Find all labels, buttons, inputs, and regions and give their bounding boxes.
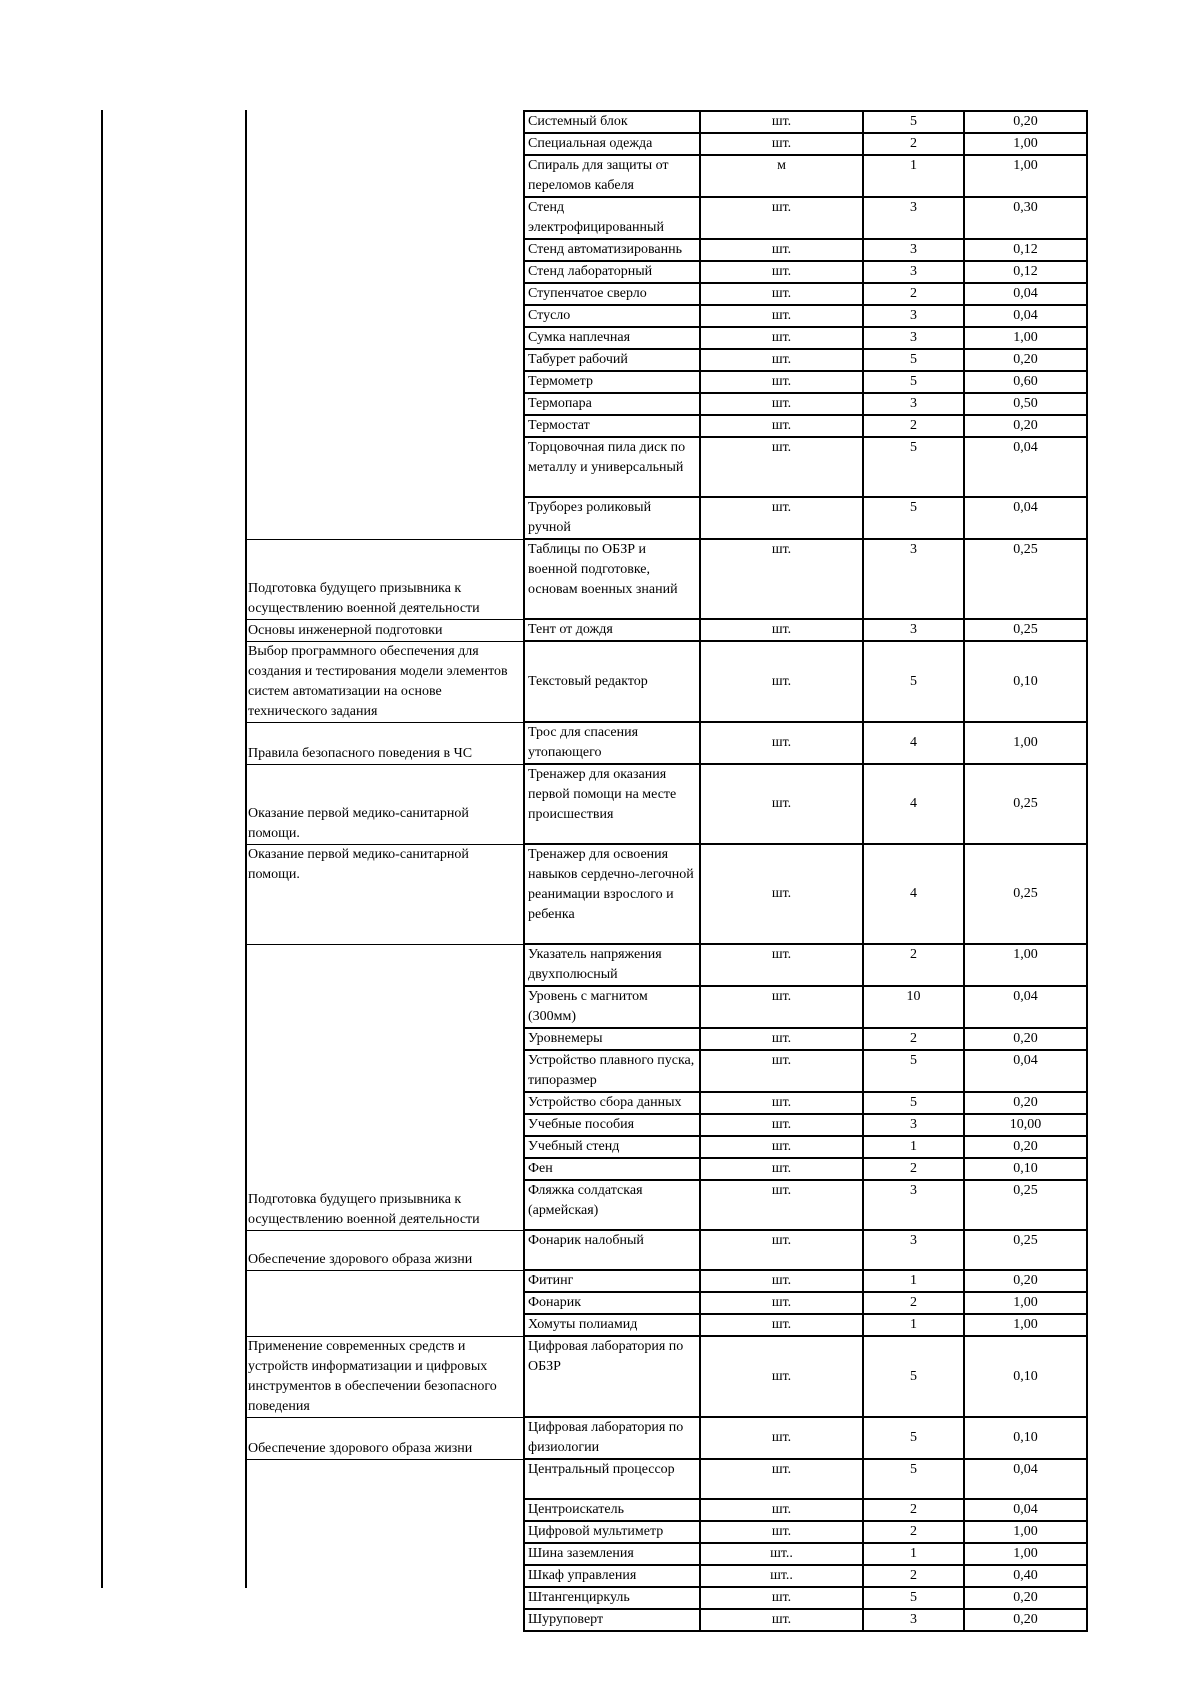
- item-cell: Шина заземления: [524, 1543, 700, 1565]
- unit-cell: шт.: [700, 261, 863, 283]
- item-cell: Фонарик налобный: [524, 1230, 700, 1270]
- item-cell: Уровнемеры: [524, 1028, 700, 1050]
- qty-cell: 5: [863, 497, 964, 539]
- topic-cell: [245, 1459, 524, 1631]
- item-cell: Указатель напряжения двухполюсный: [524, 944, 700, 986]
- qty-cell: 5: [863, 437, 964, 497]
- qty-cell: 2: [863, 1028, 964, 1050]
- coef-cell: 0,10: [964, 1336, 1087, 1417]
- unit-cell: шт.: [700, 1158, 863, 1180]
- unit-cell: шт.: [700, 1292, 863, 1314]
- item-cell: Цифровая лаборатория по физиологии: [524, 1417, 700, 1459]
- qty-cell: 5: [863, 1459, 964, 1499]
- qty-cell: 10: [863, 986, 964, 1028]
- unit-cell: шт.: [700, 1114, 863, 1136]
- item-cell: Торцовочная пила диск по металлу и универсальный: [524, 437, 700, 497]
- table-row: [245, 1417, 1087, 1459]
- item-cell: Устройство плавного пуска, типоразмер: [524, 1050, 700, 1092]
- item-cell: Спираль для защиты от переломов кабеля: [524, 155, 700, 197]
- coef-cell: 1,00: [964, 327, 1087, 349]
- item-cell: Хомуты полиамид: [524, 1314, 700, 1336]
- item-cell: Фляжка солдатская (армейская): [524, 1180, 700, 1230]
- topic-cell: [245, 1270, 524, 1336]
- unit-cell: шт.: [700, 1521, 863, 1543]
- qty-cell: 3: [863, 261, 964, 283]
- coef-cell: 0,04: [964, 986, 1087, 1028]
- item-cell: Табурет рабочий: [524, 349, 700, 371]
- unit-cell: шт.: [700, 1499, 863, 1521]
- table-row: [245, 1270, 1087, 1292]
- qty-cell: 2: [863, 1158, 964, 1180]
- unit-cell: шт.: [700, 371, 863, 393]
- unit-cell: шт.: [700, 283, 863, 305]
- qty-cell: 5: [863, 371, 964, 393]
- qty-cell: 2: [863, 1499, 964, 1521]
- coef-cell: 0,60: [964, 371, 1087, 393]
- topic-cell: Подготовка будущего призывника к осуществлению военной деятельности: [245, 944, 524, 1230]
- unit-cell: шт.: [700, 1336, 863, 1417]
- coef-cell: 0,10: [964, 1158, 1087, 1180]
- coef-cell: 0,20: [964, 349, 1087, 371]
- qty-cell: 2: [863, 944, 964, 986]
- unit-cell: шт.: [700, 437, 863, 497]
- table-row: [245, 539, 1087, 619]
- unit-cell: шт.: [700, 764, 863, 844]
- qty-cell: 2: [863, 1521, 964, 1543]
- coef-cell: 0,20: [964, 1028, 1087, 1050]
- table-row: [245, 722, 1087, 764]
- coef-cell: 0,10: [964, 641, 1087, 722]
- qty-cell: 2: [863, 415, 964, 437]
- unit-cell: шт.: [700, 305, 863, 327]
- coef-cell: 0,20: [964, 1270, 1087, 1292]
- topic-cell: Обеспечение здорового образа жизни: [245, 1417, 524, 1459]
- qty-cell: 3: [863, 619, 964, 641]
- qty-cell: 1: [863, 1136, 964, 1158]
- unit-cell: шт.: [700, 1180, 863, 1230]
- item-cell: Учебные пособия: [524, 1114, 700, 1136]
- topic-cell: Оказание первой медико-санитарной помощи.: [245, 764, 524, 844]
- unit-cell: шт.: [700, 1028, 863, 1050]
- qty-cell: 5: [863, 641, 964, 722]
- coef-cell: 0,20: [964, 415, 1087, 437]
- coef-cell: 0,25: [964, 844, 1087, 944]
- unit-cell: шт.: [700, 1230, 863, 1270]
- unit-cell: шт.: [700, 844, 863, 944]
- item-cell: Цифровая лаборатория по ОБЗР: [524, 1336, 700, 1417]
- topic-cell: Обеспечение здорового образа жизни: [245, 1230, 524, 1270]
- coef-cell: 1,00: [964, 1314, 1087, 1336]
- qty-cell: 1: [863, 1314, 964, 1336]
- coef-cell: 10,00: [964, 1114, 1087, 1136]
- unit-cell: шт.: [700, 1270, 863, 1292]
- coef-cell: 0,25: [964, 1180, 1087, 1230]
- unit-cell: шт..: [700, 1565, 863, 1587]
- item-cell: Тент от дождя: [524, 619, 700, 641]
- coef-cell: 0,20: [964, 1609, 1087, 1631]
- item-cell: Центроискатель: [524, 1499, 700, 1521]
- coef-cell: 0,20: [964, 1136, 1087, 1158]
- coef-cell: 0,20: [964, 111, 1087, 133]
- qty-cell: 3: [863, 1609, 964, 1631]
- coef-cell: 0,40: [964, 1565, 1087, 1587]
- qty-cell: 3: [863, 305, 964, 327]
- unit-cell: шт.: [700, 1050, 863, 1092]
- item-cell: Стенд автоматизированнь: [524, 239, 700, 261]
- coef-cell: 0,04: [964, 1050, 1087, 1092]
- unit-cell: шт.: [700, 986, 863, 1028]
- coef-cell: 0,50: [964, 393, 1087, 415]
- coef-cell: 1,00: [964, 155, 1087, 197]
- qty-cell: 2: [863, 1565, 964, 1587]
- qty-cell: 5: [863, 111, 964, 133]
- unit-cell: шт.: [700, 1417, 863, 1459]
- coef-cell: 0,25: [964, 1230, 1087, 1270]
- item-cell: Уровень с магнитом (300мм): [524, 986, 700, 1028]
- qty-cell: 5: [863, 1336, 964, 1417]
- qty-cell: 5: [863, 1092, 964, 1114]
- item-cell: Центральный процессор: [524, 1459, 700, 1499]
- coef-cell: 0,04: [964, 305, 1087, 327]
- qty-cell: 3: [863, 1180, 964, 1230]
- item-cell: Фитинг: [524, 1270, 700, 1292]
- item-cell: Тренажер для освоения навыков сердечно-легочной реанимации взрослого и ребенка: [524, 844, 700, 944]
- unit-cell: шт.: [700, 349, 863, 371]
- coef-cell: 0,04: [964, 1499, 1087, 1521]
- topic-cell: Подготовка будущего призывника к осуществлению военной деятельности: [245, 539, 524, 619]
- table-row: [245, 641, 1087, 722]
- item-cell: Штангенциркуль: [524, 1587, 700, 1609]
- qty-cell: 2: [863, 133, 964, 155]
- item-cell: Ступенчатое сверло: [524, 283, 700, 305]
- item-cell: Таблицы по ОБЗР и военной подготовке, основам военных знаний: [524, 539, 700, 619]
- unit-cell: шт.: [700, 641, 863, 722]
- table-row: [245, 944, 1087, 986]
- qty-cell: 3: [863, 393, 964, 415]
- left-margin-rule: [101, 110, 103, 1588]
- qty-cell: 2: [863, 283, 964, 305]
- coef-cell: 0,25: [964, 539, 1087, 619]
- coef-cell: 0,04: [964, 437, 1087, 497]
- qty-cell: 4: [863, 844, 964, 944]
- unit-cell: шт.: [700, 1314, 863, 1336]
- equipment-table: [245, 110, 1088, 1632]
- item-cell: Труборез роликовый ручной: [524, 497, 700, 539]
- qty-cell: 5: [863, 1050, 964, 1092]
- topic-cell: Правила безопасного поведения в ЧС: [245, 722, 524, 764]
- item-cell: Специальная одежда: [524, 133, 700, 155]
- topic-cell: Основы инженерной подготовки: [245, 619, 524, 641]
- unit-cell: шт.: [700, 944, 863, 986]
- table-row: [245, 1336, 1087, 1417]
- item-cell: Устройство сбора данных: [524, 1092, 700, 1114]
- unit-cell: шт.: [700, 722, 863, 764]
- item-cell: Сумка наплечная: [524, 327, 700, 349]
- item-cell: Текстовый редактор: [524, 641, 700, 722]
- item-cell: Стусло: [524, 305, 700, 327]
- coef-cell: 1,00: [964, 1292, 1087, 1314]
- item-cell: Шуруповерт: [524, 1609, 700, 1631]
- qty-cell: 3: [863, 327, 964, 349]
- coef-cell: 0,12: [964, 261, 1087, 283]
- unit-cell: шт.: [700, 539, 863, 619]
- unit-cell: шт.: [700, 133, 863, 155]
- qty-cell: 3: [863, 539, 964, 619]
- table-row: [245, 111, 1087, 133]
- item-cell: Трос для спасения утопающего: [524, 722, 700, 764]
- coef-cell: 0,04: [964, 497, 1087, 539]
- unit-cell: м: [700, 155, 863, 197]
- qty-cell: 5: [863, 1417, 964, 1459]
- coef-cell: 0,12: [964, 239, 1087, 261]
- unit-cell: шт.: [700, 327, 863, 349]
- unit-cell: шт.: [700, 111, 863, 133]
- unit-cell: шт.: [700, 497, 863, 539]
- unit-cell: шт.: [700, 1136, 863, 1158]
- item-cell: Системный блок: [524, 111, 700, 133]
- topic-cell: Выбор программного обеспечения для создания и тестирования модели элементов систем автоматизации на основе технического задания: [245, 641, 524, 722]
- coef-cell: 0,25: [964, 764, 1087, 844]
- item-cell: Цифровой мультиметр: [524, 1521, 700, 1543]
- unit-cell: шт.: [700, 197, 863, 239]
- unit-cell: шт.: [700, 1587, 863, 1609]
- coef-cell: 0,25: [964, 619, 1087, 641]
- item-cell: Термометр: [524, 371, 700, 393]
- item-cell: Фен: [524, 1158, 700, 1180]
- item-cell: Тренажер для оказания первой помощи на месте происшествия: [524, 764, 700, 844]
- coef-cell: 1,00: [964, 1521, 1087, 1543]
- coef-cell: 1,00: [964, 944, 1087, 986]
- item-cell: Термопара: [524, 393, 700, 415]
- coef-cell: 1,00: [964, 1543, 1087, 1565]
- qty-cell: 3: [863, 239, 964, 261]
- item-cell: Фонарик: [524, 1292, 700, 1314]
- coef-cell: 1,00: [964, 722, 1087, 764]
- coef-cell: 1,00: [964, 133, 1087, 155]
- qty-cell: 3: [863, 1114, 964, 1136]
- coef-cell: 0,04: [964, 283, 1087, 305]
- table-row: [245, 1230, 1087, 1270]
- qty-cell: 1: [863, 155, 964, 197]
- unit-cell: шт.: [700, 239, 863, 261]
- coef-cell: 0,04: [964, 1459, 1087, 1499]
- qty-cell: 3: [863, 1230, 964, 1270]
- qty-cell: 5: [863, 349, 964, 371]
- unit-cell: шт.: [700, 1609, 863, 1631]
- qty-cell: 1: [863, 1270, 964, 1292]
- qty-cell: 4: [863, 722, 964, 764]
- unit-cell: шт.: [700, 393, 863, 415]
- topic-cell: [245, 111, 524, 539]
- qty-cell: 5: [863, 1587, 964, 1609]
- qty-cell: 2: [863, 1292, 964, 1314]
- item-cell: Термостат: [524, 415, 700, 437]
- unit-cell: шт.: [700, 619, 863, 641]
- coef-cell: 0,20: [964, 1092, 1087, 1114]
- unit-cell: шт..: [700, 1543, 863, 1565]
- unit-cell: шт.: [700, 1092, 863, 1114]
- table-row: [245, 844, 1087, 944]
- qty-cell: 4: [863, 764, 964, 844]
- coef-cell: 0,20: [964, 1587, 1087, 1609]
- topic-cell: Применение современных средств и устройств информатизации и цифровых инструментов в обеспечении безопасного поведения: [245, 1336, 524, 1417]
- qty-cell: 3: [863, 197, 964, 239]
- coef-cell: 0,10: [964, 1417, 1087, 1459]
- topic-cell: Оказание первой медико-санитарной помощи.: [245, 844, 524, 944]
- item-cell: Стенд электрофицированный: [524, 197, 700, 239]
- table-row: [245, 619, 1087, 641]
- table-row: [245, 1459, 1087, 1499]
- item-cell: Стенд лабораторный: [524, 261, 700, 283]
- item-cell: Учебный стенд: [524, 1136, 700, 1158]
- item-cell: Шкаф управления: [524, 1565, 700, 1587]
- unit-cell: шт.: [700, 415, 863, 437]
- qty-cell: 1: [863, 1543, 964, 1565]
- coef-cell: 0,30: [964, 197, 1087, 239]
- unit-cell: шт.: [700, 1459, 863, 1499]
- table-row: [245, 764, 1087, 844]
